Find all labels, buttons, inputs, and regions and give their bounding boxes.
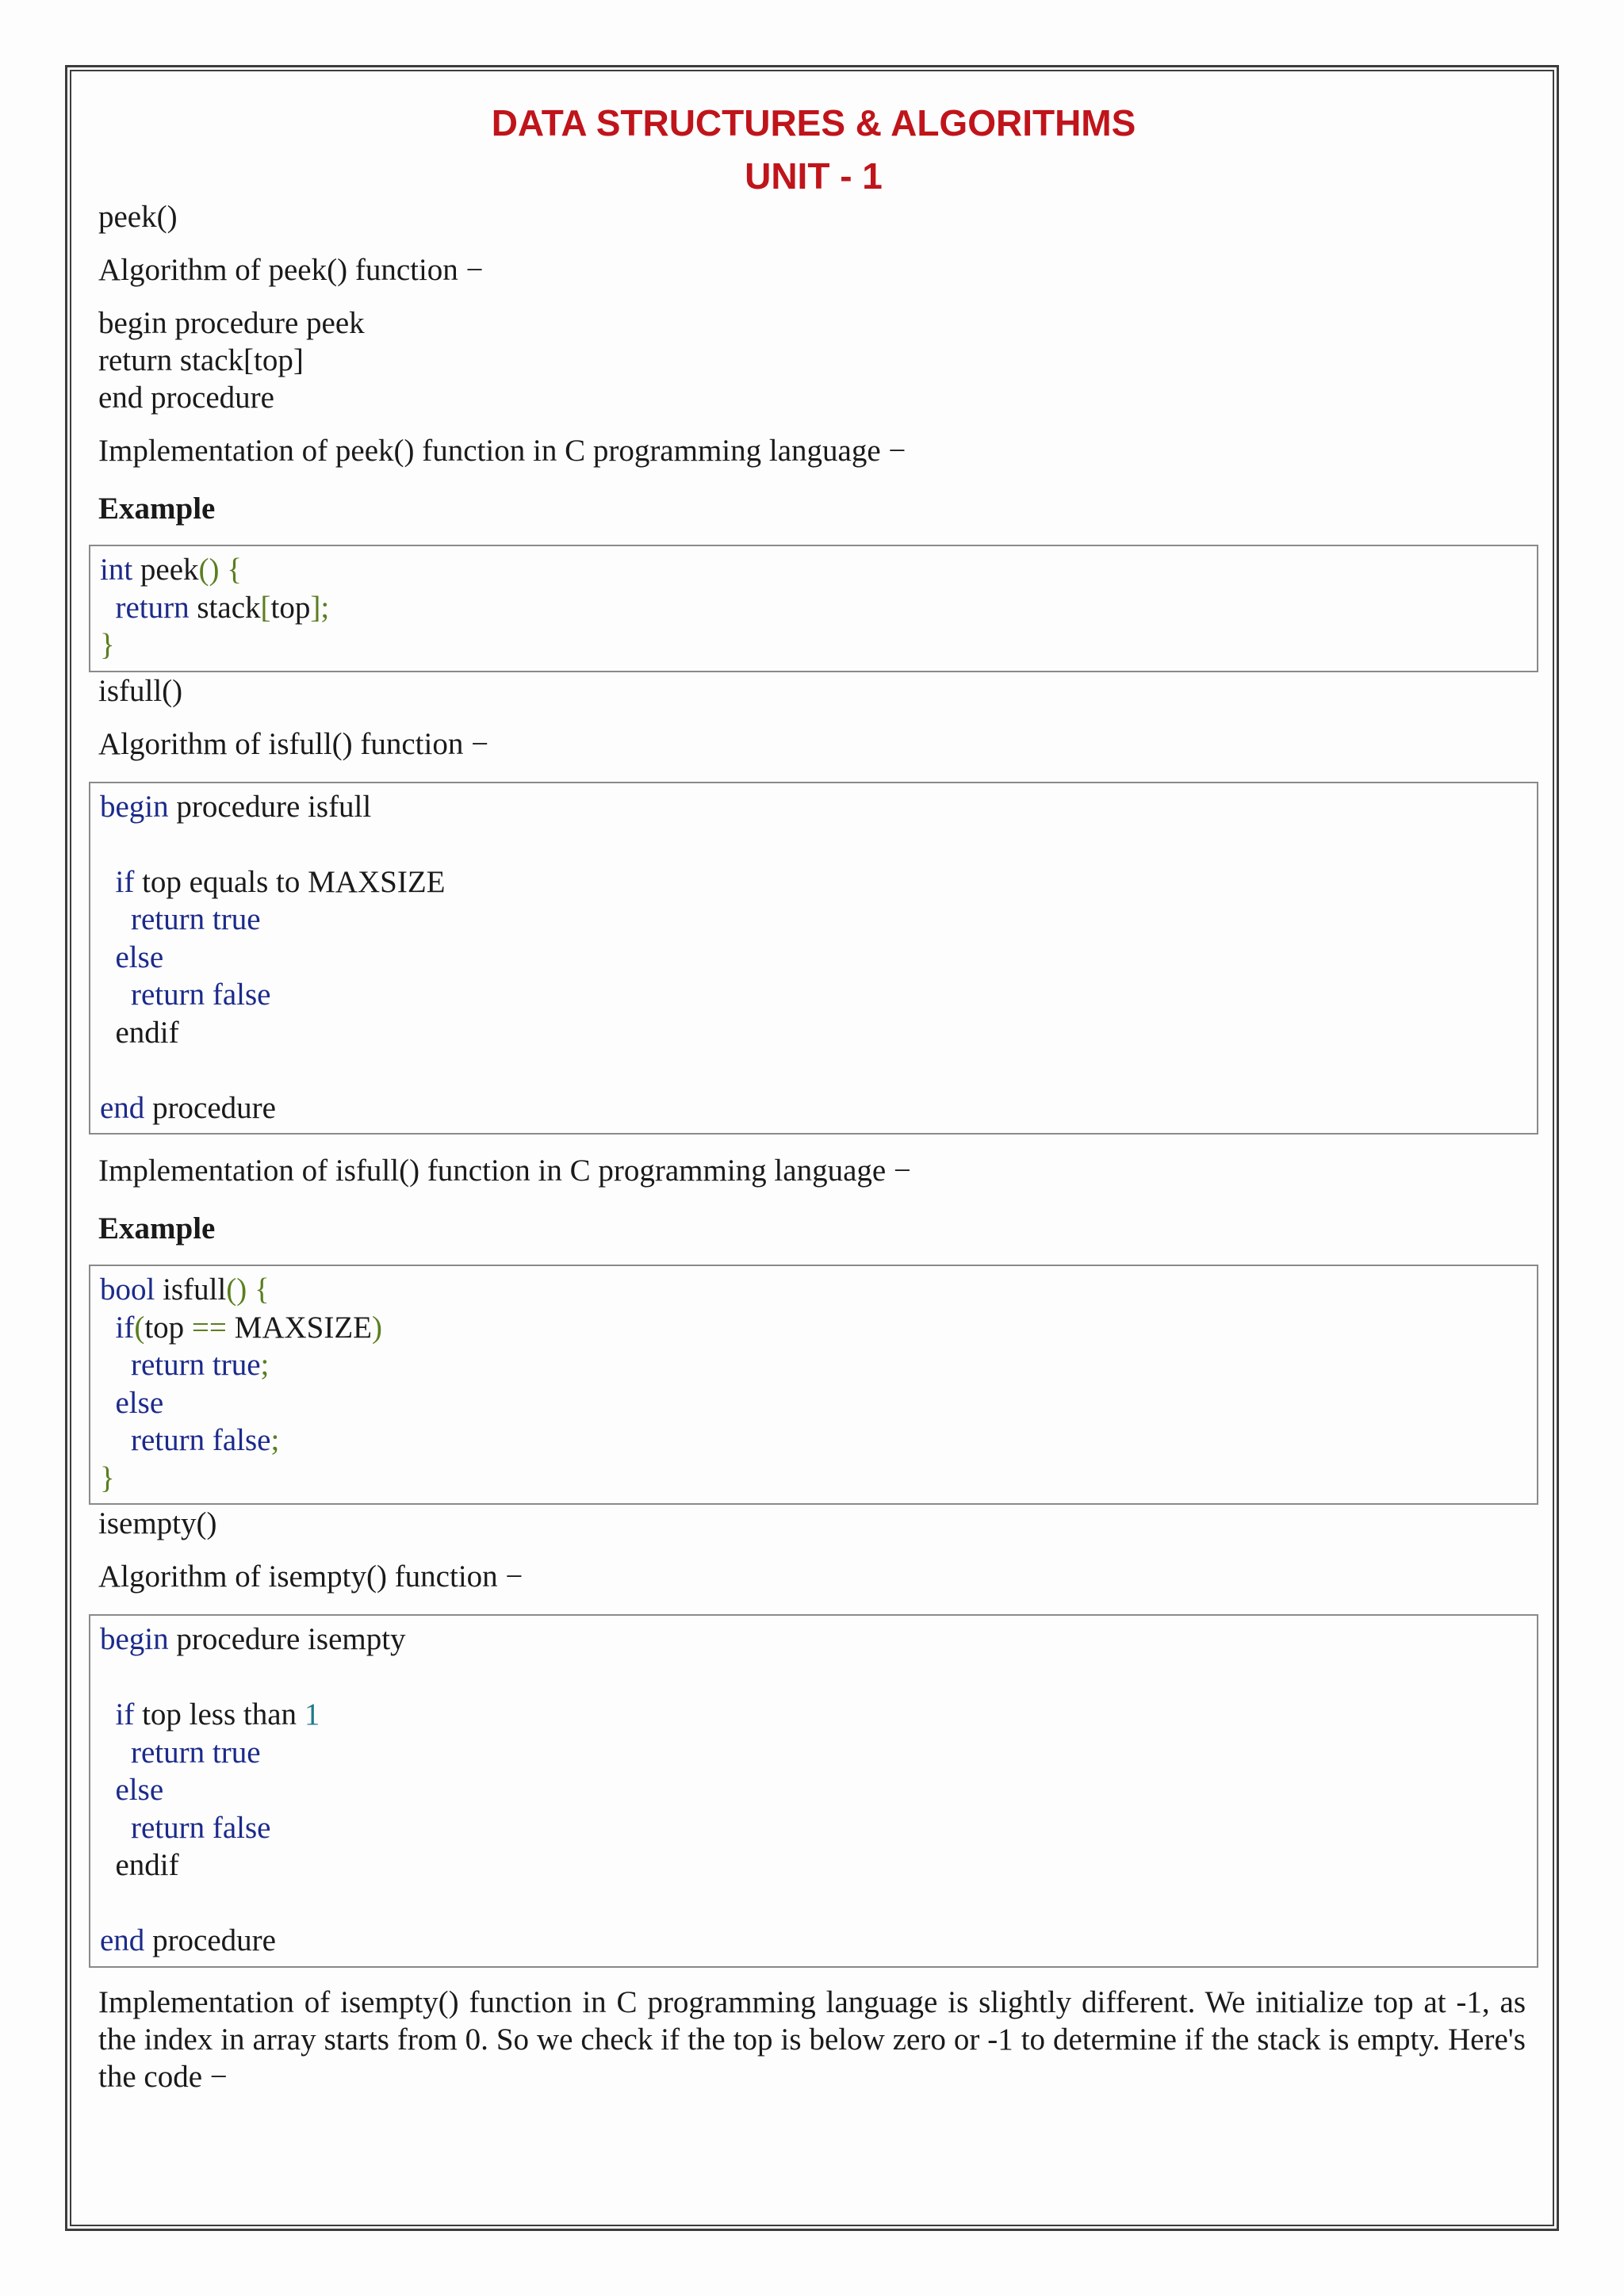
code-punct: ): [372, 1310, 383, 1345]
code-line: [100, 976, 1527, 1014]
code-keyword: begin: [100, 789, 169, 824]
isfull-algorithm-intro: Algorithm of isfull() function −: [98, 726, 489, 761]
code-punct: ;: [270, 1423, 280, 1457]
code-line-blank: [100, 1659, 1527, 1697]
isempty-algorithm-block: [89, 1614, 1538, 1968]
code-keyword: if: [115, 1697, 135, 1732]
code-keyword: if: [115, 1310, 135, 1345]
code-number: 1: [304, 1697, 320, 1732]
isempty-heading: isempty(): [98, 1506, 217, 1540]
code-line: [100, 1809, 1527, 1847]
peek-heading: peek(): [98, 200, 178, 234]
code-keyword: if: [115, 864, 135, 899]
code-line: [100, 1771, 1527, 1809]
code-keyword: begin: [100, 1622, 169, 1656]
peek-algo-line: return stack[top]: [98, 343, 304, 377]
code-keyword: return: [115, 590, 190, 625]
code-line: endif: [115, 1848, 179, 1882]
code-keyword: int: [100, 553, 133, 587]
code-operator: ==: [191, 1310, 227, 1345]
document-body: [98, 97, 1529, 2095]
code-punct: () {: [198, 553, 242, 587]
code-keyword: return true: [131, 902, 261, 936]
peek-algo-line: begin procedure peek: [98, 306, 365, 340]
code-line: [100, 1271, 1527, 1309]
code-line: endif: [115, 1015, 179, 1050]
code-keyword: end: [100, 1923, 145, 1957]
isfull-example-label: Example: [98, 1211, 216, 1246]
code-line: [100, 626, 1527, 664]
code-keyword: else: [115, 939, 164, 974]
document-title: [98, 97, 1529, 203]
peek-algorithm: [98, 304, 1529, 416]
code-line: [100, 1346, 1527, 1384]
isfull-implementation-intro: Implementation of isfull() function in C programming language −: [98, 1154, 911, 1188]
isfull-algorithm-block: [89, 782, 1538, 1135]
code-identifier: isfull: [155, 1272, 227, 1307]
code-keyword: bool: [100, 1272, 155, 1307]
code-line: if(top == MAXSIZE): [115, 1310, 383, 1345]
code-identifier: top: [270, 590, 311, 625]
peek-example-label: Example: [98, 492, 216, 526]
code-keyword: return true: [131, 1348, 261, 1382]
isfull-code-block: [89, 1265, 1538, 1505]
peek-implementation-intro: Implementation of peek() function in C programming language −: [98, 434, 906, 468]
code-keyword: return false: [131, 1810, 271, 1845]
peek-algorithm-intro: Algorithm of peek() function −: [98, 253, 484, 287]
code-line: [100, 1422, 1527, 1460]
code-punct: () {: [226, 1272, 270, 1307]
code-line: end procedure: [100, 1090, 276, 1125]
code-line: [100, 901, 1527, 939]
code-keyword: return true: [131, 1735, 261, 1770]
peek-algo-line: end procedure: [98, 381, 274, 415]
peek-code-block: [89, 545, 1538, 672]
code-punct: ];: [310, 590, 330, 625]
code-line: [100, 939, 1527, 977]
code-keyword: else: [115, 1773, 164, 1807]
code-line: begin procedure isfull: [100, 789, 372, 824]
code-identifier: stack: [189, 590, 261, 625]
isempty-implementation-paragraph: Implementation of isempty() function in C programming language is slightly different. We initialize top at -1, as the index in array starts from 0. So we check if the top is below zero or -1 to determine if the stack is empty. Here's the code −: [98, 1984, 1526, 2094]
code-line: begin procedure isempty: [100, 1622, 406, 1656]
code-line: [100, 1460, 1527, 1498]
code-punct: }: [100, 1460, 115, 1495]
title-line-1: DATA STRUCTURES & ALGORITHMS: [491, 102, 1136, 144]
code-keyword: else: [115, 1385, 164, 1420]
code-line: if top equals to MAXSIZE: [115, 864, 446, 899]
code-line-blank: [100, 1051, 1527, 1089]
code-line-blank: [100, 825, 1527, 863]
code-punct: [: [260, 590, 271, 625]
title-line-2: UNIT - 1: [745, 155, 883, 197]
code-line: end procedure: [100, 1923, 276, 1957]
code-line-blank: [100, 1885, 1527, 1923]
code-punct: }: [100, 628, 115, 662]
code-line: if top less than 1: [115, 1697, 320, 1732]
code-line: [100, 551, 1527, 589]
code-identifier: peek: [132, 553, 199, 587]
code-keyword: return false: [131, 978, 271, 1012]
code-keyword: end: [100, 1090, 145, 1125]
code-keyword: return false: [131, 1423, 271, 1457]
code-line: [100, 589, 1527, 627]
isempty-algorithm-intro: Algorithm of isempty() function −: [98, 1559, 523, 1594]
code-punct: (: [134, 1310, 145, 1345]
isfull-heading: isfull(): [98, 673, 183, 708]
code-punct: ;: [260, 1348, 270, 1382]
code-line: [100, 1384, 1527, 1422]
code-line: [100, 1734, 1527, 1772]
